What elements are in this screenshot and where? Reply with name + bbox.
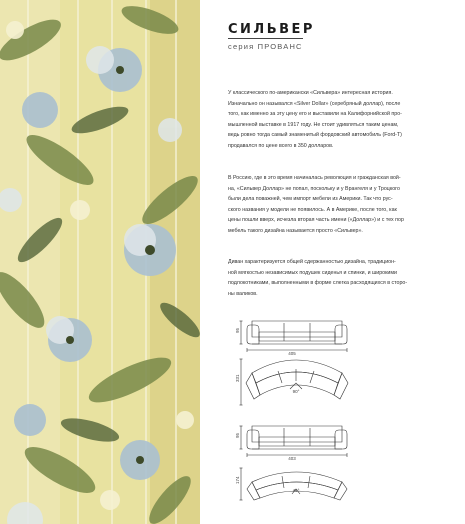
- paragraph-russia: [228, 173, 453, 236]
- corner2-depth-label: 174: [235, 476, 240, 484]
- text-line: цены пошли вверх, исчезла вторая часть имени («Доллар») и с тех пор: [228, 217, 404, 223]
- paragraph-design: [228, 257, 453, 299]
- title-underline: [228, 38, 303, 39]
- paragraph-history: [228, 88, 453, 151]
- text-line: ведь ровно тогда самый знаменитый фордовский автомобиль (Ford-T): [228, 132, 402, 138]
- sofa1-height-label: 95: [235, 327, 240, 333]
- corner2-angle-label: 45°: [292, 488, 300, 493]
- text-line: мебель такого дизайна называется просто «Сильвер».: [228, 227, 363, 234]
- text-line: ной мягкостью независимых подушек сиденья и спинки, и широкими: [228, 269, 397, 276]
- text-line: продавался по цене всего в 350 долларов.: [228, 142, 334, 149]
- floral-fabric-panel: [0, 0, 200, 524]
- sofa2-width-label: 403: [288, 456, 296, 461]
- text-line: У классического по-американски «Сильвера» интересная история.: [228, 90, 393, 96]
- corner-sofa-plan-90: [235, 353, 348, 411]
- text-line: Диван характеризуется общей сдержанностью дизайна, традицион-: [228, 259, 396, 265]
- text-line: Изначально он назывался «Silver Dollar» (серебряный доллар), после: [228, 100, 401, 107]
- sofa-front-drawing-2: [235, 420, 348, 461]
- sofa-front-drawing: [235, 315, 348, 356]
- corner1-angle-label: 90°: [292, 389, 300, 394]
- text-line: мышленной выставке в 1917 году. Не стоит удивляться таким ценам,: [228, 121, 399, 128]
- text-line: ского названия у модели не появилось. А в Америке, после того, как: [228, 206, 397, 213]
- text-line: того, как именно за эту цену его и выставили на Калифорнийской про-: [228, 111, 402, 117]
- corner-sofa-plan-45: [235, 462, 348, 502]
- text-line: В Россию, где в это время начиналась революция и гражданская вой-: [228, 175, 401, 181]
- series-subtitle: серия ПРОВАНС: [228, 42, 303, 51]
- text-line: подлокотниками, выполненными в форме слегка расходящихся в сторо-: [228, 280, 408, 286]
- sofa1-width-label: 405: [288, 351, 296, 356]
- corner1-depth-label: 331: [235, 374, 240, 382]
- text-line: ны валиков.: [228, 290, 258, 297]
- page-title: СИЛЬВЕР: [228, 22, 315, 37]
- sofa2-height-label: 95: [235, 432, 240, 438]
- text-line: были дела поважней, чем импорт мебели из Америки. Так что рус-: [228, 196, 393, 202]
- text-line: на, «Сильвер Доллар» не попал, поскольку и у Врангеля и у Троцкого: [228, 185, 400, 192]
